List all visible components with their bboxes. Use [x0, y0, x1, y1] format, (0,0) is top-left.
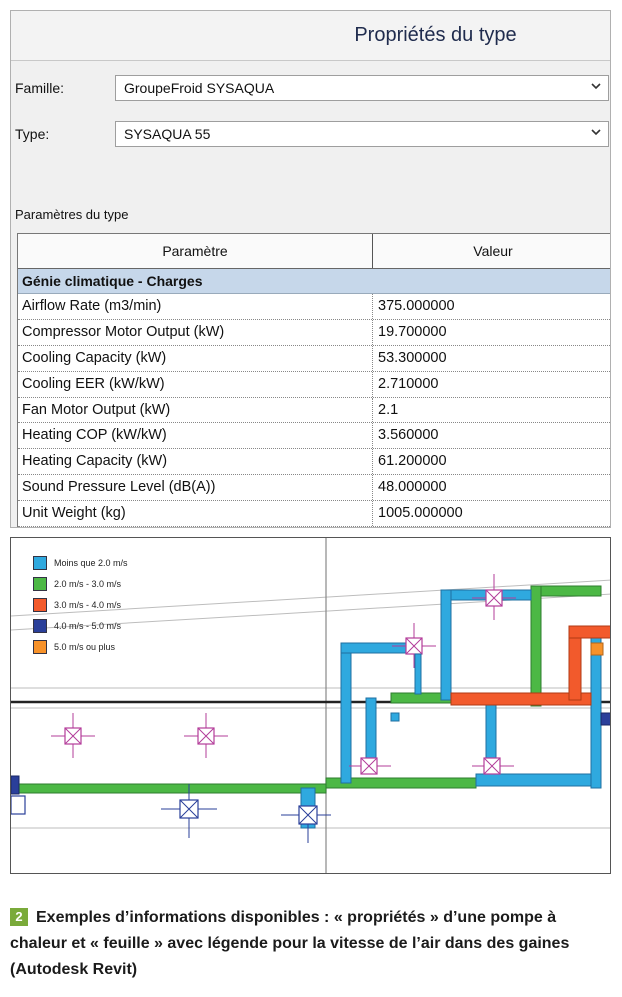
- family-select-value: GroupeFroid SYSAQUA: [124, 80, 275, 96]
- table-row[interactable]: [18, 501, 611, 527]
- duct-sheet-view[interactable]: [10, 537, 611, 874]
- velocity-legend: [33, 556, 153, 661]
- legend-swatch: [33, 640, 47, 654]
- param-value[interactable]: 1005.000000: [378, 505, 463, 522]
- param-name: Airflow Rate (m3/min): [22, 298, 162, 314]
- param-name: Cooling Capacity (kW): [22, 349, 167, 366]
- param-name: Compressor Motor Output (kW): [22, 323, 225, 340]
- type-parameters-label: Paramètres du type: [15, 207, 129, 222]
- param-value[interactable]: 2.1: [378, 401, 399, 418]
- param-value[interactable]: 2.710000: [378, 375, 439, 392]
- legend-label: 4.0 m/s - 5.0 m/s: [54, 621, 122, 631]
- param-value[interactable]: 48.000000: [378, 479, 447, 496]
- table-row[interactable]: [18, 398, 611, 424]
- parameter-group-label: Génie climatique - Charges: [22, 273, 203, 289]
- table-row[interactable]: [18, 449, 611, 475]
- param-value[interactable]: 19.700000: [378, 323, 447, 340]
- legend-label: Moins que 2.0 m/s: [54, 558, 128, 568]
- type-label: Type:: [15, 126, 50, 142]
- type-properties-dialog: [10, 10, 611, 528]
- legend-item: [33, 640, 153, 661]
- legend-label: 5.0 m/s ou plus: [54, 642, 116, 652]
- legend-swatch: [33, 619, 47, 633]
- figure-number-badge: 2: [10, 908, 28, 926]
- param-value[interactable]: 61.200000: [378, 453, 447, 470]
- table-row[interactable]: [18, 475, 611, 501]
- caption-text: Exemples d’informations disponibles : « propriétés » d’une pompe à chaleur et « feuille » avec légende pour la vitesse de l’air dans des gaines (Autodesk Revit): [10, 909, 570, 978]
- param-name: Fan Motor Output (kW): [22, 401, 171, 418]
- parameter-rows: [18, 294, 611, 527]
- legend-swatch: [33, 556, 47, 570]
- dialog-titlebar: [11, 11, 610, 61]
- legend-item: [33, 619, 153, 640]
- legend-swatch: [33, 598, 47, 612]
- param-name: Cooling EER (kW/kW): [22, 375, 165, 392]
- parameters-grid: [17, 233, 611, 528]
- param-value[interactable]: 3.560000: [378, 427, 439, 444]
- param-name: Unit Weight (kg): [22, 505, 126, 522]
- legend-item: [33, 556, 153, 577]
- family-label: Famille:: [15, 80, 65, 96]
- family-select[interactable]: [115, 75, 609, 101]
- legend-label: 2.0 m/s - 3.0 m/s: [54, 579, 122, 589]
- table-row[interactable]: [18, 372, 611, 398]
- table-row[interactable]: [18, 320, 611, 346]
- legend-label: 3.0 m/s - 4.0 m/s: [54, 600, 122, 610]
- legend-item: [33, 598, 153, 619]
- column-header-value[interactable]: Valeur: [473, 243, 513, 259]
- param-value[interactable]: 375.000000: [378, 298, 455, 314]
- column-header-parameter[interactable]: Paramètre: [18, 234, 373, 268]
- legend-item: [33, 577, 153, 598]
- figure-caption: [10, 905, 610, 983]
- table-row[interactable]: [18, 294, 611, 320]
- param-name: Heating Capacity (kW): [22, 453, 168, 470]
- chevron-down-icon: [590, 80, 602, 92]
- table-row[interactable]: [18, 423, 611, 449]
- legend-swatch: [33, 577, 47, 591]
- param-value[interactable]: 53.300000: [378, 349, 447, 366]
- param-name: Sound Pressure Level (dB(A)): [22, 479, 216, 496]
- table-row[interactable]: [18, 346, 611, 372]
- parameter-group-header[interactable]: [18, 269, 611, 294]
- chevron-down-icon: [590, 126, 602, 138]
- type-select[interactable]: [115, 121, 609, 147]
- grid-header: [18, 234, 611, 269]
- param-name: Heating COP (kW/kW): [22, 427, 167, 444]
- dialog-title: Propriétés du type: [354, 24, 517, 46]
- type-select-value: SYSAQUA 55: [124, 126, 211, 142]
